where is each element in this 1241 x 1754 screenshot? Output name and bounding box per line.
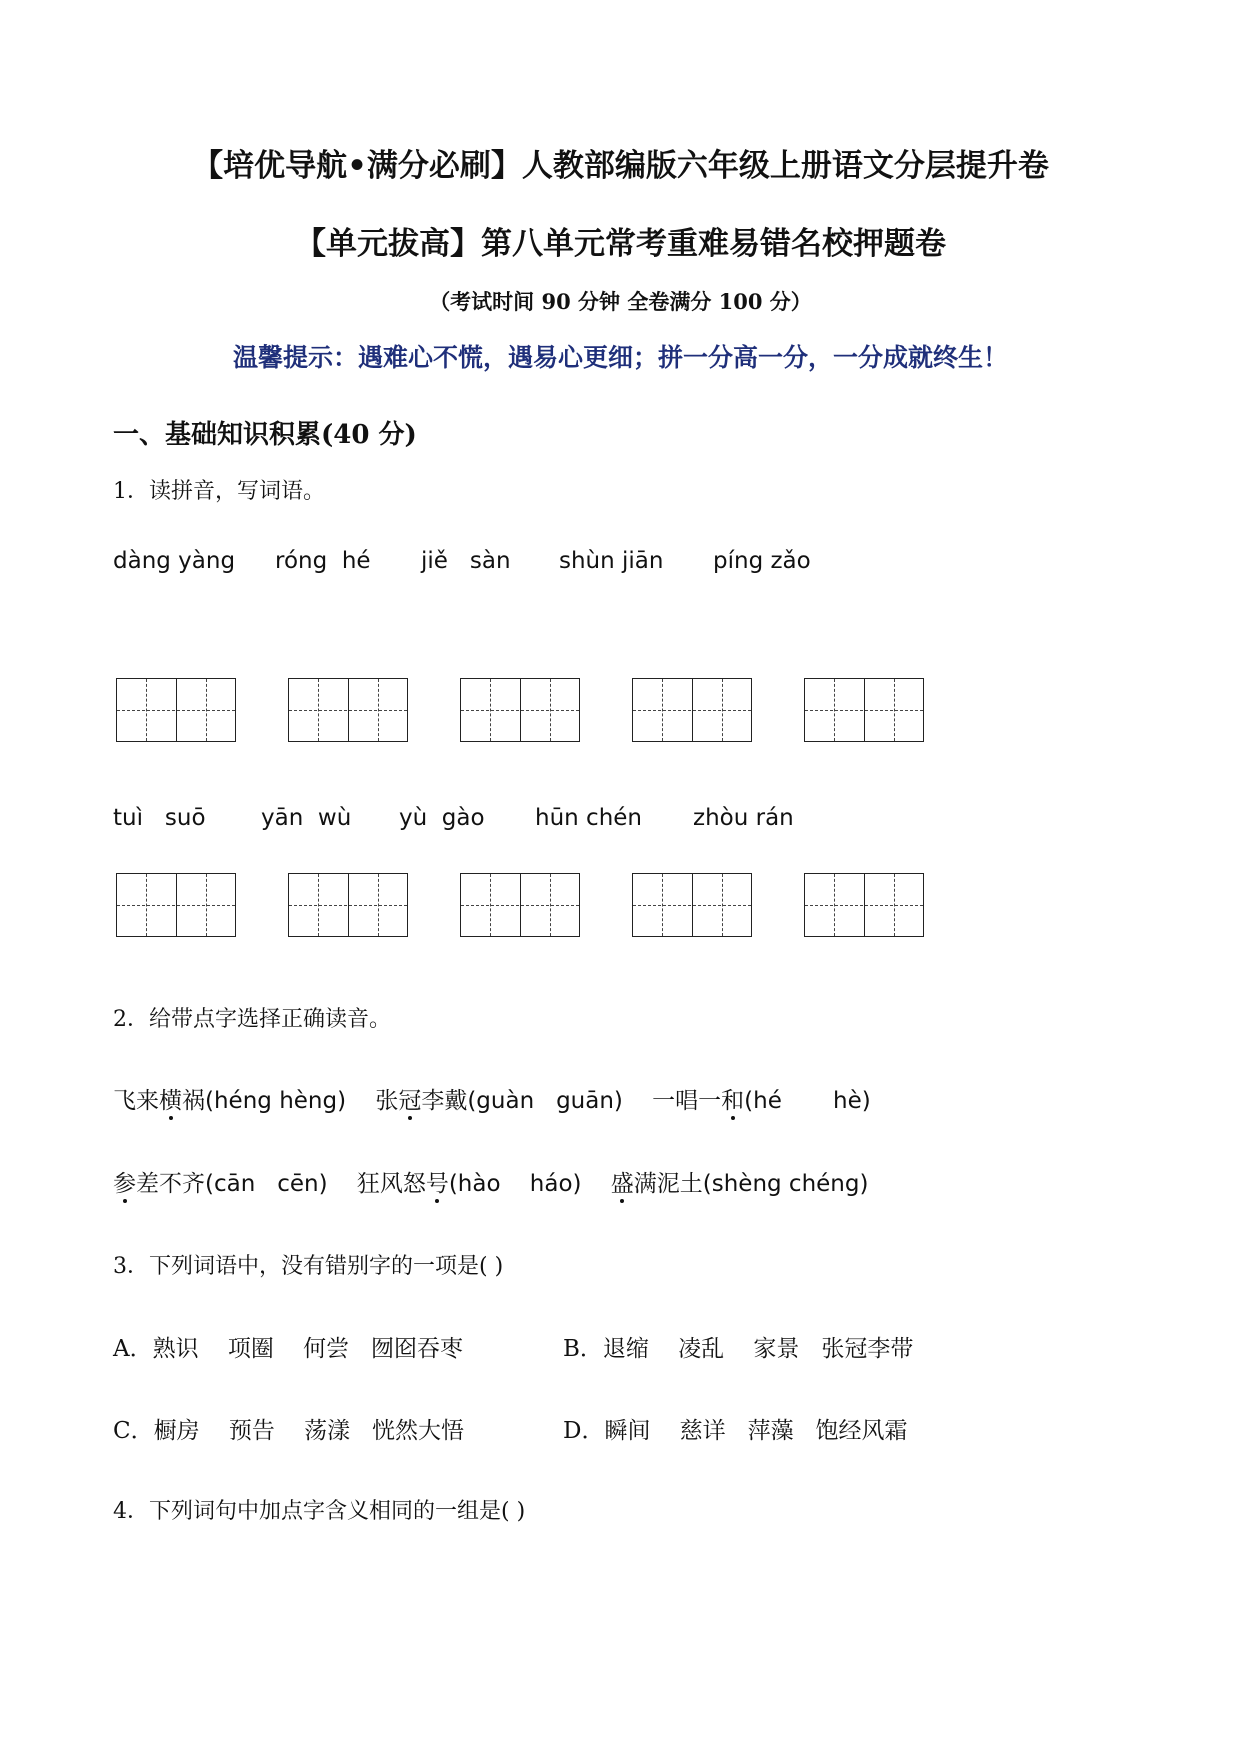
question-2-line-2: [113, 1165, 868, 1198]
writing-grid[interactable]: [460, 873, 580, 937]
section-title-basic-knowledge: 一、基础知识积累(40 分): [113, 420, 417, 450]
writing-grid[interactable]: [632, 873, 752, 937]
writing-grid[interactable]: [116, 678, 236, 742]
dotted-character: 横: [159, 1088, 182, 1114]
writing-grid[interactable]: [804, 678, 924, 742]
question-3-prompt: 3．下列词语中，没有错别字的一项是( ): [113, 1254, 504, 1279]
writing-grid[interactable]: [288, 678, 408, 742]
pronunciation-options: (héng hèng): [205, 1088, 347, 1114]
question-2-prompt: 2．给带点字选择正确读音。: [113, 1007, 391, 1032]
dotted-character: 冠: [398, 1088, 422, 1114]
option-a[interactable]: A．熟识 项圈 何尝 囫囵吞枣: [113, 1336, 464, 1362]
writing-grid[interactable]: [632, 678, 752, 742]
word-text: 狂风怒: [356, 1171, 426, 1197]
word-text: 差不齐: [136, 1171, 205, 1197]
exam-info: （考试时间 90 分钟 全卷满分 100 分）: [429, 289, 812, 314]
question-2-line-1: [113, 1082, 871, 1115]
word-text: 飞来: [113, 1088, 159, 1114]
word-text: 一唱一: [652, 1088, 722, 1114]
pinyin-label: róng hé: [275, 548, 371, 574]
pinyin-label: hūn chén: [535, 805, 642, 831]
pinyin-label: tuì suō: [113, 805, 206, 831]
pronunciation-options: (cān cēn): [205, 1171, 328, 1197]
dotted-character: 盛: [610, 1171, 634, 1197]
dotted-character: 号: [425, 1171, 449, 1197]
pinyin-label: jiě sàn: [421, 548, 511, 574]
writing-grid[interactable]: [288, 873, 408, 937]
option-b[interactable]: B．退缩 凌乱 家景 张冠李带: [563, 1336, 914, 1362]
question-4-prompt: 4．下列词句中加点字含义相同的一组是( ): [113, 1499, 526, 1524]
warm-tip: 温馨提示：遇难心不慌，遇易心更细；拼一分高一分，一分成就终生！: [232, 343, 1008, 372]
page-title-line1: 【培优导航•满分必刷】人教部编版六年级上册语文分层提升卷: [192, 148, 1049, 184]
word-text: 张: [375, 1088, 399, 1114]
word-text: 祸: [182, 1088, 205, 1114]
writing-grid[interactable]: [804, 873, 924, 937]
pinyin-label: shùn jiān: [559, 548, 664, 574]
pronunciation-options: (shèng chéng): [702, 1171, 869, 1197]
pinyin-label: yān wù: [261, 805, 352, 831]
pronunciation-options: (hào háo): [448, 1171, 582, 1197]
option-d[interactable]: D．瞬间 慈详 萍藻 饱经风霜: [563, 1418, 908, 1444]
question-1-prompt: 1．读拼音，写词语。: [113, 479, 325, 504]
word-text: 李戴: [421, 1088, 468, 1114]
pinyin-label: dàng yàng: [113, 548, 236, 574]
option-c[interactable]: C．橱房 预告 荡漾 恍然大悟: [113, 1418, 465, 1444]
dotted-character: 参: [113, 1171, 136, 1197]
pinyin-label: píng zǎo: [713, 548, 811, 574]
pronunciation-options: (hé hè): [744, 1088, 871, 1114]
writing-grid[interactable]: [460, 678, 580, 742]
writing-grid[interactable]: [116, 873, 236, 937]
word-text: 满泥土: [633, 1171, 703, 1197]
dotted-character: 和: [721, 1088, 745, 1114]
pinyin-label: zhòu rán: [693, 805, 794, 831]
page-title-line2: 【单元拔高】第八单元常考重难易错名校押题卷: [295, 226, 946, 262]
pinyin-label: yù gào: [399, 805, 485, 831]
pronunciation-options: (guàn guān): [467, 1088, 623, 1114]
